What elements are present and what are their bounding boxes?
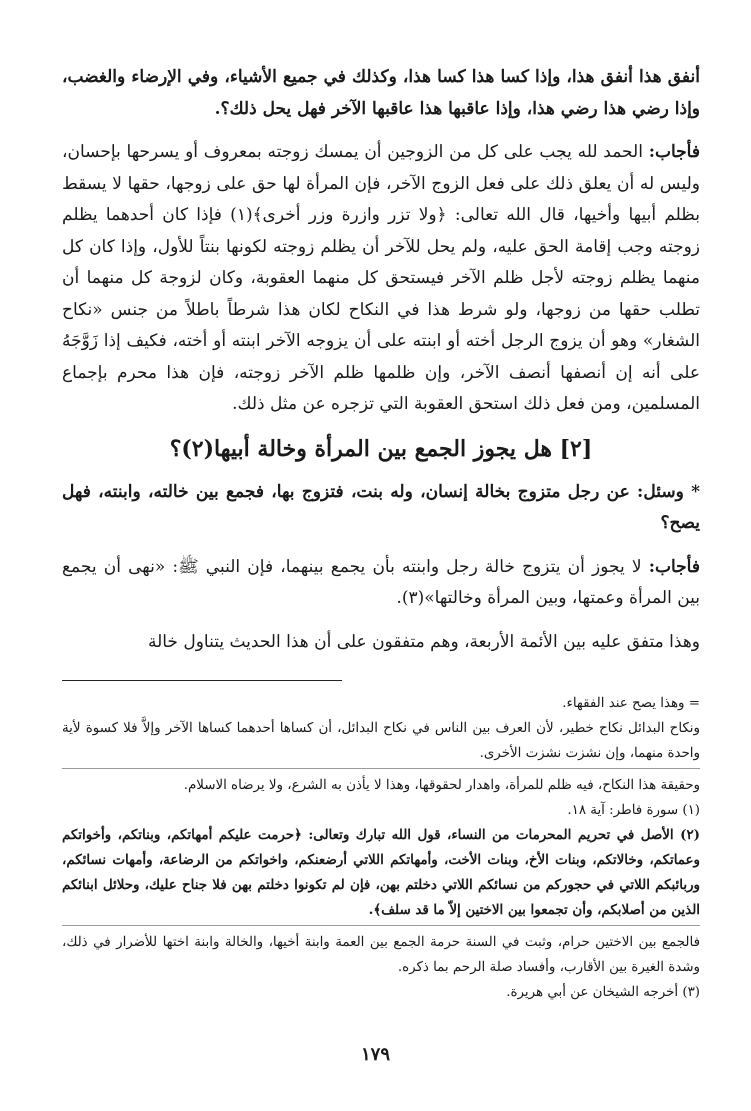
footnote-1: (١) سورة فاطر: آية ١٨.	[567, 803, 700, 818]
section-heading: [٢] هل يجوز الجمع بين المرأة وخالة أبيها(٢)؟	[169, 435, 593, 462]
answer-2	[62, 552, 700, 615]
question-previous: أنفق هذا أنفق هذا، وإذا كسا هذا كسا هذا، وكذلك في جميع الأشياء، وفي الإرضاء والغضب، وإذا رضي هذا رضي هذا، وإذا عاقبها هذا عاقبها الآخر فهل يحل ذلك؟.	[62, 67, 700, 119]
page-number: ١٧٩	[360, 1044, 390, 1065]
answer-1-text: الحمد لله يجب على كل من الزوجين أن يمسك زوجته بمعروف أو يسرحها بإحسان، وليس له أن يعلق ذلك على فعل الزوج الآخر، فإن المرأة لها حق على زوجها، حقها لا يسقط بظلم أبيها وأخيها، قال الله تعالى: ﴿ولا تزر وازرة وزر أخرى﴾(١) فإذا كان أحدهما يظلم زوجته وجب إقامة الحق عليه، ولم يحل للآخر أن يظلم زوجته لكونها بنتاً للأول، وإذا كان كل منهما يظلم زوجته لأجل ظلم الآخر فيستحق كل منهما العقوبة، وكان لزوجة كل منهما أن تطلب حقها من زوجها، ولو شرط هذا في النكاح لكان هذا شرطاً باطلاً من جنس «نكاح الشغار» وهو أن يزوج الرجل أخته أو ابنته على أن يزوجه الآخر ابنته أو أخته، فكيف إذا زَوَّجَهُ على أنه إن أنصفها أنصف الآخر، وإن ظلمها ظلم الآخر زوجته، فإن هذا محرم بإجماع المسلمين، ومن فعل ذلك استحق العقوبة التي تزجره عن مثل ذلك.	[62, 142, 700, 414]
page-content	[62, 62, 700, 1005]
footnote-3: (٣) أخرجه الشيخان عن أبي هريرة.	[506, 985, 700, 1000]
answer-2-text: لا يجوز أن يتزوج خالة رجل وابنته بأن يجمع بينهما، فإن النبي ﷺ: «نهى أن يجمع بين المرأة وعمتها، وبين المرأة وخالتها»(٣).	[62, 556, 700, 608]
paragraph-3: وهذا متفق عليه بين الأئمة الأربعة، وهم متفقون على أن هذا الحديث يتناول خالة	[147, 631, 700, 652]
footnote-2: (٢) الأصل في تحريم المحرمات من النساء، قول الله تبارك وتعالى: ﴿حرمت عليكم أمهاتكم، وبناتكم، وأخواتكم وعماتكم، وخالاتكم، وبنات الأخ، وبنات الأخت، وأمهاتكم اللاتي أرضعنكم، واخواتكم من الرضاعة، وأمهات نسائكم، وربائبكم اللاتي في حجوركم من نسائكم اللاتي دخلتم بهن، فإن لم تكونوا دخلتم بهن فلا جناح عليك، وحلائل ابنائكم الذين من أصلابكم، وأن تجمعوا بين الاختين إلاّ ما قد سلف﴾.	[62, 827, 700, 918]
footnote-continuation: = وهذا يصح عند الفقهاء.	[562, 696, 700, 711]
question-2: * وسئل: عن رجل متزوج بخالة إنسان، وله بنت، فتزوج بها، فجمع بين خالته، وابنته، فهل يصح؟	[62, 481, 700, 533]
footnote-2-continuation: فالجمع بين الاختين حرام، وثبت في السنة حرمة الجمع بين العمة وابنة أخيها، والخالة وابنة اختها للأضرار في ذلك، وشدة الغيرة بين الأقارب، وأفساد صلة الرحم بما ذكره.	[62, 925, 700, 980]
answer-1	[62, 137, 700, 421]
answer-1-lead: فأجاب:	[648, 142, 700, 162]
footnote-continuation: ونكاح البدائل نكاح خطير، لأن العرف بين الناس في نكاح البدائل، أن كساها أحدهما كساها الآخر وإلاَّ فلا كسوة لأية واحدة منهما، وإن نشزت نشزت الأخرى.	[62, 721, 700, 761]
footnote-continuation: وحقيقة هذا النكاح، فيه ظلم للمرأة، واهدار لحقوقها، وهذا لا يأذن به الشرع، ولا يرضاه الاسلام.	[62, 768, 700, 798]
answer-2-lead: فأجاب:	[648, 556, 700, 577]
footnote-divider	[62, 680, 342, 681]
